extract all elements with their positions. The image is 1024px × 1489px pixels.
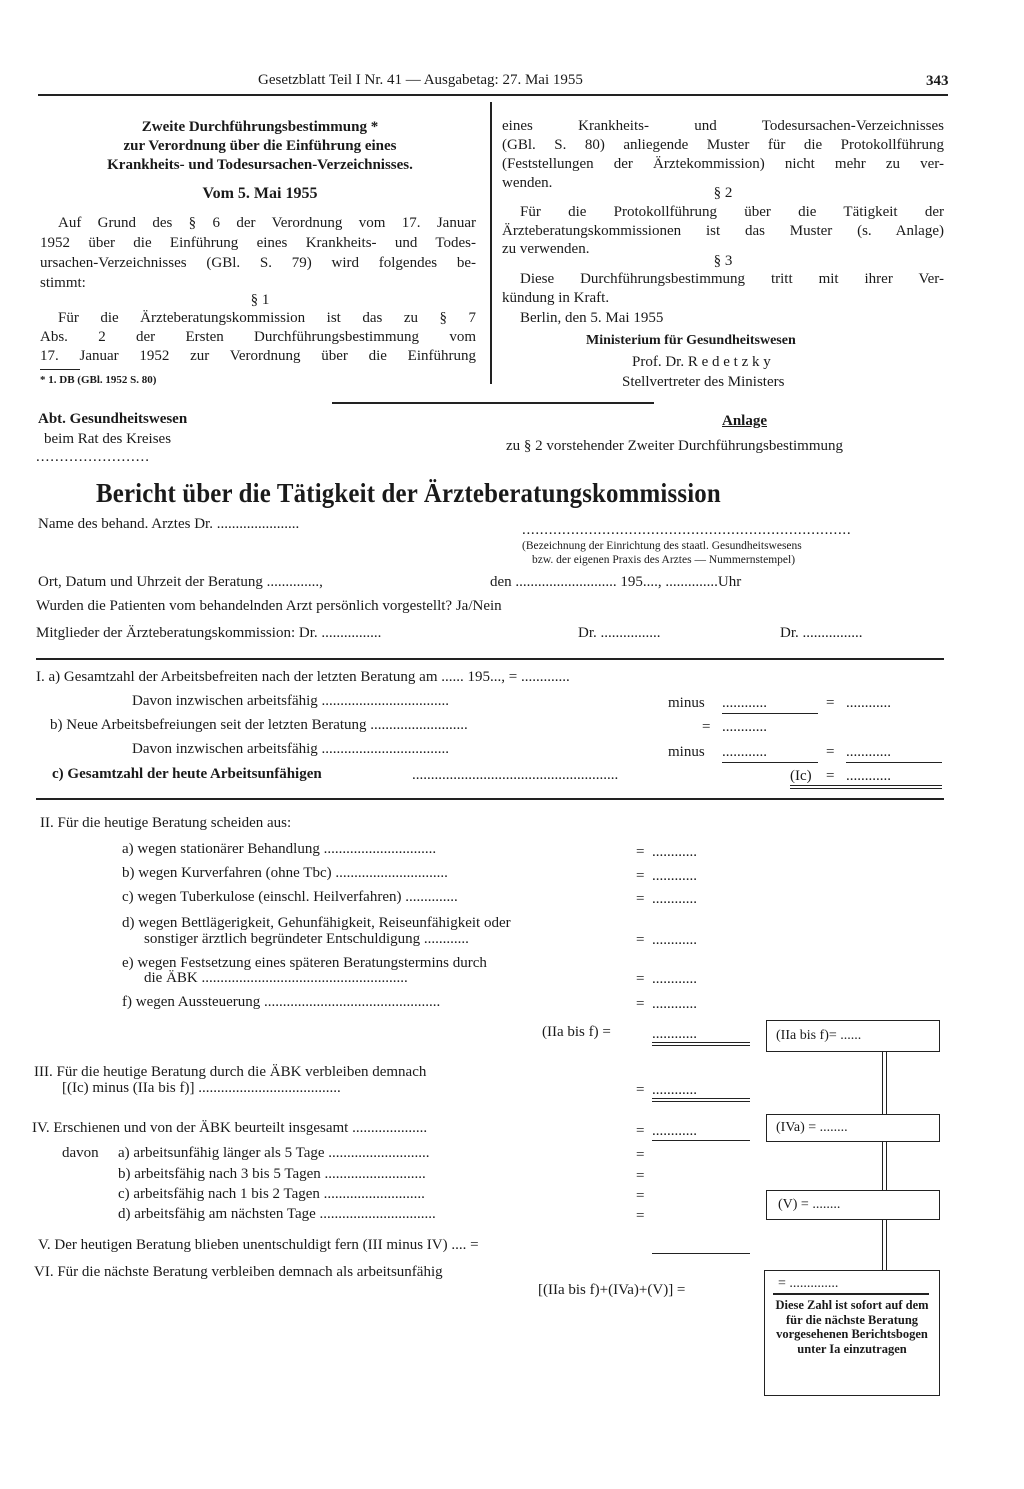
place-date: Berlin, den 5. Mai 1955: [520, 310, 664, 326]
section-iv-d: d) arbeitsfähig am nächsten Tage ...............................: [118, 1206, 436, 1222]
section-2-heading: § 2: [713, 185, 733, 201]
preamble-line-3: ursachen-Verzeichnisses (GBl. S. 79) wird folgendes be-: [40, 255, 476, 271]
box-vi-note: Diese Zahl ist sofort auf dem für die nächste Beratung vorgesehenen Berichtsbogen unter Ia einzutragen: [775, 1298, 929, 1356]
preamble-line-1: Auf Grund des § 6 der Verordnung vom 17. Januar: [58, 215, 476, 231]
iii-blank: ............: [652, 1082, 697, 1098]
section-ii-e-1: e) wegen Festsetzung eines späteren Beratungstermins durch: [122, 955, 487, 971]
section-ii-a: a) wegen stationärer Behandlung ..............................: [122, 841, 437, 857]
running-title: Gesetzblatt Teil I Nr. 41 — Ausgabetag: 27. Mai 1955: [258, 72, 583, 88]
connector-2: [882, 1142, 887, 1190]
underline-1: [722, 713, 818, 714]
underline-2: [722, 762, 818, 763]
box-iva-label: (IVa) = ........: [776, 1120, 848, 1135]
section-ii-d-1: d) wegen Bettlägerigkeit, Gehunfähigkeit, Reiseunfähigkeit oder: [122, 915, 511, 931]
ii-eq-e: =: [636, 971, 645, 987]
department-line-2: beim Rat des Kreises: [44, 431, 172, 447]
commission-member-2: Dr. ................: [578, 625, 661, 641]
ii-eq-d: =: [636, 932, 645, 948]
eq-4: =: [826, 768, 835, 784]
footnote-rule: [40, 369, 80, 370]
stamp-dots: ..........................................................................: [522, 522, 852, 538]
eq-2: =: [702, 719, 711, 735]
iv-eq-d: =: [636, 1208, 645, 1224]
iv-eq-a: =: [636, 1147, 645, 1163]
section-i-b-sub: Davon inzwischen arbeitsfähig ..................................: [132, 741, 450, 757]
section-iii-2: [(Ic) minus (IIa bis f)] ......................................: [62, 1080, 341, 1096]
box-vi-value: = ..............: [778, 1276, 839, 1291]
iv-eq: =: [636, 1123, 645, 1139]
ii-eq-f: =: [636, 996, 645, 1012]
ii-eq-c: =: [636, 891, 645, 907]
iii-eq: =: [636, 1082, 645, 1098]
section-1-heading: § 1: [250, 292, 270, 308]
patients-question: Wurden die Patienten vom behandelnden Arzt persönlich vorgestellt? Ja/Nein: [36, 598, 502, 614]
section-1-line-3: 17. Januar 1952 zur Verordnung über die Einführung: [40, 348, 476, 364]
section-iv-1: IV. Erschienen und von der ÄBK beurteilt insgesamt ....................: [32, 1120, 428, 1136]
section-i-a-sub: Davon inzwischen arbeitsfähig ..................................: [132, 693, 450, 709]
section-1-line-2: Abs. 2 der Ersten Durchführungsbestimmung vom: [40, 329, 476, 345]
section-iv-b: b) arbeitsfähig nach 3 bis 5 Tagen ...........................: [118, 1166, 426, 1182]
ii-blank-b: ............: [652, 868, 697, 884]
connector-3: [882, 1220, 887, 1270]
section-3-line-1: Diese Durchführungsbestimmung tritt mit ihrer Ver-: [520, 271, 944, 287]
department-line-3: ........................: [36, 449, 150, 465]
preamble-line-2: 1952 über die Einführung eines Krankheits- und Todes-: [40, 235, 476, 251]
section-i-c-dots: .......................................................: [412, 767, 619, 783]
section-1-right-line-4: wenden.: [502, 175, 553, 191]
section-1-right-line-1: eines Krankheits- und Todesursachen-Verzeichnisses: [502, 118, 944, 134]
blank-1: ............: [722, 695, 767, 711]
ii-total-double-rule: [652, 1042, 750, 1046]
section-ii-b: b) wegen Kurverfahren (ohne Tbc) ..............................: [122, 865, 448, 881]
ii-blank-e: ............: [652, 971, 697, 987]
column-divider: [490, 102, 492, 384]
iv-underline: [652, 1140, 750, 1141]
preamble-line-4: stimmt:: [40, 275, 86, 291]
ii-blank-c: ............: [652, 891, 697, 907]
ministry: Ministerium für Gesundheitswesen: [586, 333, 796, 348]
section-iv-a: a) arbeitsunfähig länger als 5 Tage ...........................: [118, 1145, 430, 1161]
annex-subtitle: zu § 2 vorstehender Zweiter Durchführungsbestimmung: [506, 438, 843, 454]
section-2-line-1: Für die Protokollführung über die Tätigkeit der: [520, 204, 944, 220]
section-2-line-3: zu verwenden.: [502, 241, 590, 257]
annex-separator: [332, 402, 654, 404]
signatory: Prof. Dr. R e d e t z k y: [632, 354, 771, 370]
section-ii-heading: II. Für die heutige Beratung scheiden aus:: [40, 815, 292, 831]
section-3-heading: § 3: [713, 253, 733, 269]
total-double-rule: [790, 785, 942, 789]
section-i-c: c) Gesamtzahl der heute Arbeitsunfähigen: [52, 766, 322, 782]
section-v: V. Der heutigen Beratung blieben unentschuldigt fern (III minus IV) .... =: [38, 1237, 479, 1253]
section-1-right-line-2: (GBl. S. 80) anliegende Muster für die Protokollführung: [502, 137, 944, 153]
blank-6: ............: [846, 768, 891, 784]
section-1-line-1: Für die Ärzteberatungskommission ist das zu § 7: [58, 310, 476, 326]
form-rule-1: [36, 658, 944, 660]
section-i-a: I. a) Gesamtzahl der Arbeitsbefreiten nach der letzten Beratung am ...... 195..., = .............: [36, 669, 570, 685]
section-vi-1: VI. Für die nächste Beratung verbleiben demnach als arbeitsunfähig: [34, 1264, 443, 1280]
section-iv-c: c) arbeitsfähig nach 1 bis 2 Tagen ...........................: [118, 1186, 425, 1202]
decree-title-2: zur Verordnung über die Einführung eines: [123, 138, 397, 154]
stamp-note-2: bzw. der eigenen Praxis des Arztes — Nummernstempel): [532, 554, 796, 566]
ii-blank-a: ............: [652, 844, 697, 860]
place-date-field: Ort, Datum und Uhrzeit der Beratung ..............,: [38, 574, 323, 590]
blank-4: ............: [722, 744, 767, 760]
blank-5: ............: [846, 744, 891, 760]
davon-label: davon: [62, 1145, 99, 1161]
blank-3: ............: [722, 719, 767, 735]
iv-eq-c: =: [636, 1188, 645, 1204]
stamp-note-1: (Bezeichnung der Einrichtung des staatl. Gesundheitswesens: [522, 540, 802, 552]
section-3-line-2: kündung in Kraft.: [502, 290, 610, 306]
v-underline: [652, 1253, 750, 1254]
decree-title-3: Krankheits- und Todesursachen-Verzeichnisses.: [107, 157, 413, 173]
ii-total-blank: ............: [652, 1026, 697, 1042]
section-ii-d-2: sonstiger ärztlich begründeter Entschuldigung ............: [144, 931, 469, 947]
annex-label: Anlage: [722, 413, 767, 429]
section-1-right-line-3: (Feststellungen der Ärztekommission) nicht mehr zu ver-: [502, 156, 944, 172]
ii-eq-a: =: [636, 844, 645, 860]
iv-eq-b: =: [636, 1168, 645, 1184]
section-vi-2: [(IIa bis f)+(IVa)+(V)] =: [538, 1282, 686, 1298]
commission-members: Mitglieder der Ärzteberatungskommission: Dr. ................: [36, 625, 382, 641]
form-title: Bericht über die Tätigkeit der Ärzteberatungskommission: [96, 478, 721, 508]
doctor-name-field: Name des behand. Arztes Dr. ......................: [38, 516, 300, 532]
date-time-field: den ........................... 195...., ..............Uhr: [490, 574, 742, 590]
box-iia-f-label: (IIa bis f)= ......: [776, 1028, 862, 1043]
decree-date: Vom 5. Mai 1955: [202, 185, 318, 202]
ii-blank-f: ............: [652, 996, 697, 1012]
section-ii-e-2: die ÄBK .......................................................: [144, 970, 408, 986]
section-i-b: b) Neue Arbeitsbefreiungen seit der letzten Beratung ..........................: [50, 717, 468, 733]
underline-3: [846, 762, 942, 763]
section-2-line-2: Ärzteberatungskommissionen ist das Muster (s. Anlage): [502, 223, 944, 239]
commission-member-3: Dr. ................: [780, 625, 863, 641]
footnote: * 1. DB (GBl. 1952 S. 80): [40, 374, 157, 386]
minus-2: minus: [668, 744, 705, 760]
ii-eq-b: =: [636, 868, 645, 884]
iii-double-rule: [652, 1098, 750, 1102]
iv-blank: ............: [652, 1123, 697, 1139]
ii-total-label: (IIa bis f) =: [542, 1024, 611, 1040]
decree-title-1: Zweite Durchführungsbestimmung *: [141, 119, 379, 135]
signatory-role: Stellvertreter des Ministers: [622, 374, 785, 390]
box-v-label: (V) = ........: [778, 1197, 841, 1212]
minus-1: minus: [668, 695, 705, 711]
form-rule-2: [36, 798, 944, 800]
header-rule: [38, 94, 948, 96]
eq-3: =: [826, 744, 835, 760]
connector-1: [882, 1052, 887, 1114]
department-line-1: Abt. Gesundheitswesen: [38, 411, 188, 427]
blank-2: ............: [846, 695, 891, 711]
page-number: 343: [926, 73, 949, 89]
ic-label: (Ic): [790, 768, 812, 784]
section-ii-f: f) wegen Aussteuerung ...............................................: [122, 994, 441, 1010]
ii-blank-d: ............: [652, 932, 697, 948]
section-iii-1: III. Für die heutige Beratung durch die ÄBK verbleiben demnach: [34, 1064, 427, 1080]
section-ii-c: c) wegen Tuberkulose (einschl. Heilverfahren) ..............: [122, 889, 458, 905]
eq-1: =: [826, 695, 835, 711]
